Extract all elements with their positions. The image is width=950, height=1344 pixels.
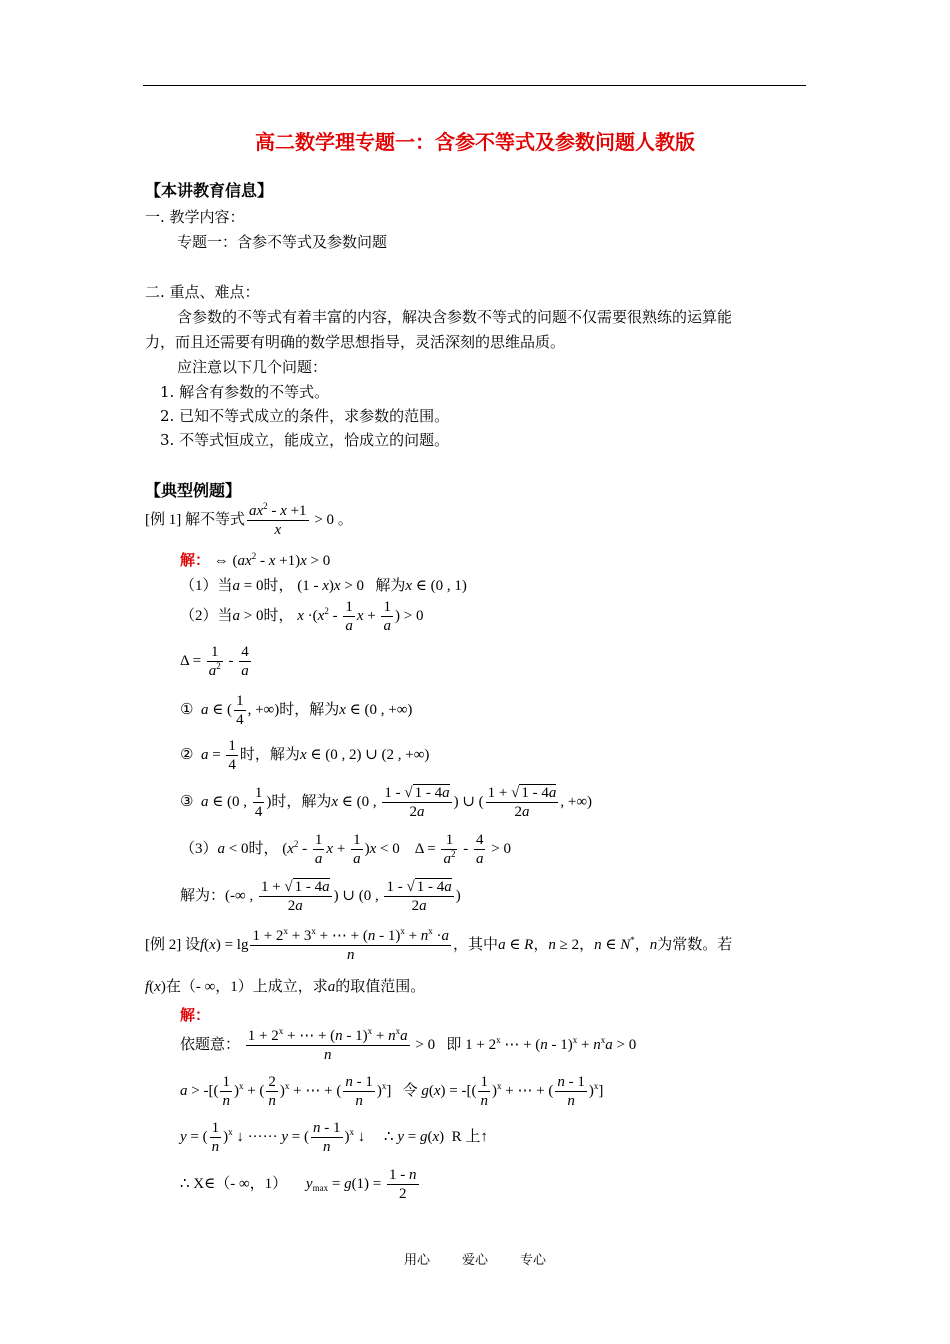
section-heading-info: 【本讲教育信息】: [145, 181, 274, 200]
para-line-2: 力，而且还需要有明确的数学思想指导，灵活深刻的思维品质。: [145, 333, 566, 351]
point-1: 1. 解含有参数的不等式。: [160, 383, 330, 401]
item1-label: 一. 教学内容：: [145, 208, 245, 226]
example-2-monotonic: y = ( $\frac{1}{n}$ )$^x$ ↓ ······ y = ( $\frac{n - 1}{n}$ )$^x$ ↓ ∴ y = g(x) R 上↑: [180, 1120, 488, 1155]
sub-case-1: ① a ∈ ( $\frac{1}{4}$ , +∞)时，解为x ∈ (0 , +∞): [180, 693, 413, 728]
para-line-1: 含参数的不等式有着丰富的内容，解决含参数不等式的问题不仅需要很熟练的运算能: [177, 308, 733, 326]
example-1-solution-start: 解： ⇔ $(ax^2 - x +1)x > 0$: [180, 551, 331, 569]
case-3: （3）a < 0时， ($x^2$ - $\frac{1}{a}$ x + $\frac{1}{a}$ )x < 0 Δ = $\frac{1}{a^2}$ - $\frac{4}{a}$ > 0: [180, 832, 511, 867]
footer-item-3: 专心: [520, 1253, 547, 1268]
example-2-condition: 依题意： $\frac{1 + 2^x + \cdots + (n - 1)^x + n^xa}{n}$ > 0 即 $1 + 2^x$ ⋯ + $(n - 1)^x + n^xa > 0$: [180, 1026, 637, 1063]
example-2-statement: [例 2] 设f(x) = lg $\frac{1 + 2^x + 3^x + \cdots + (n - 1)^x + n^x \cdot a}{n}$ ，其中a ∈ R，n ≥ 2，n ∈ N*，n为常数。若: [145, 926, 733, 963]
delta-expression: Δ = $\frac{1}{a^2}$ - $\frac{4}{a}$: [180, 644, 249, 679]
point-2: 2. 已知不等式成立的条件，求参数的范围。: [160, 407, 450, 425]
attention-text: 应注意以下几个问题：: [177, 358, 328, 376]
page-title: 高二数学理专题一：含参不等式及参数问题人教版: [255, 130, 695, 154]
sub-case-2: ② a = $\frac{1}{4}$ 时，解为x ∈ (0 , 2) ∪ (2 , +∞): [180, 738, 430, 773]
top-rule: [143, 85, 806, 86]
footer: [0, 1249, 950, 1268]
point-3: 3. 不等式恒成立，能成立，恰成立的问题。: [160, 431, 450, 449]
sub-case-3: ③ a ∈ (0 , $\frac{1}{4}$ )时，解为x ∈ (0 , $\frac{1 - √ 1 - 4a}{2a}$ ) ∪ ( $\frac{1 + √ 1 - 4a}{2a}$ , +∞): [180, 785, 593, 820]
example-2-inequality: a > -[( $\frac{1}{n}$ )$^x$ + ( $\frac{2}{n}$ )$^x$ + ⋯ + ( $\frac{n - 1}{n}$ )$^x$] 令 g(x) = -[( $\frac{1}{n}$ )$^x$ + ⋯ + ( $\frac{n - 1}{n}$ )$^x$]: [180, 1074, 604, 1109]
final-solution: 解为：(-∞ , $\frac{1 + √ 1 - 4a}{2a}$ ) ∪ (0 , $\frac{1 - √ 1 - 4a}{2a}$ ): [180, 879, 461, 914]
footer-item-1: 用心: [403, 1253, 430, 1268]
example-2-line-2: f(x)在（- ∞，1）上成立，求a的取值范围。: [145, 979, 426, 995]
example-1-statement: [例 1] 解不等式 $\frac{ax^2 - x +1}{x}$ > 0 。: [145, 501, 353, 538]
item2-label: 二. 重点、难点：: [145, 283, 260, 301]
example-2-max: ∴ X∈（- ∞，1） $y_{max} = g(1)$ = $\frac{1 - n}{2}$: [180, 1167, 417, 1202]
footer-item-2: 爱心: [461, 1253, 488, 1268]
example-2-solution-label: 解：: [180, 1006, 211, 1024]
item1-text: 专题一：含参不等式及参数问题: [177, 233, 388, 251]
case-1: （1）当a = 0时， (1 - x)x > 0 解为x ∈ (0 , 1): [180, 578, 467, 594]
case-2: （2）当a > 0时， $x \cdot(x^2$ - $\frac{1}{a}$ x + $\frac{1}{a}$ ) > 0: [180, 599, 424, 634]
section-heading-examples: 【典型例题】: [145, 481, 242, 500]
